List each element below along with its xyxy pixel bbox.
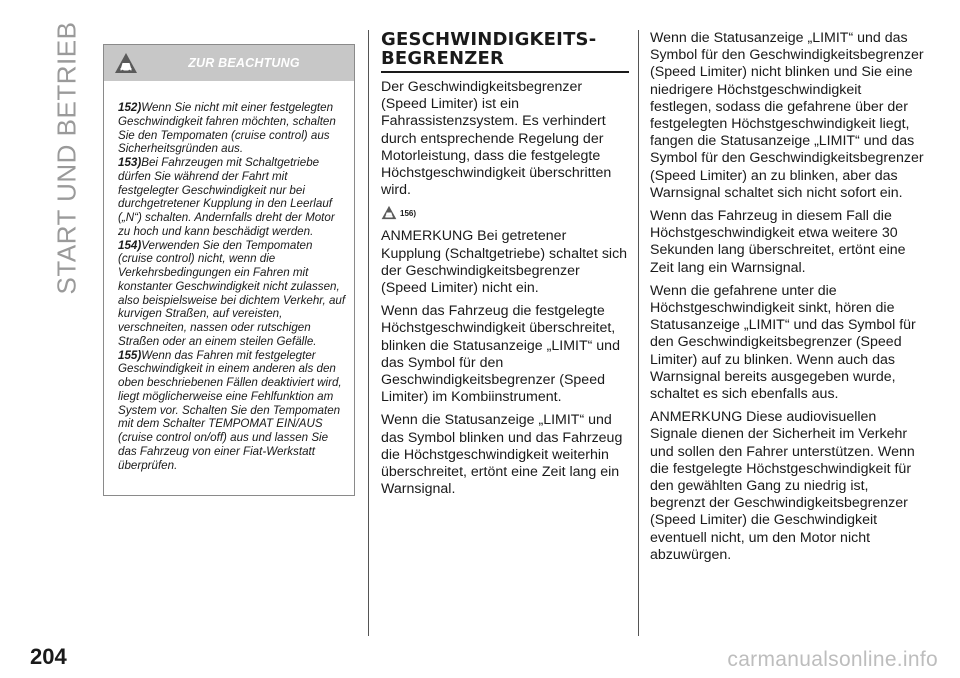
warning-item-text: Wenn Sie nicht mit einer festgelegten Geschwindigkeit fahren möchten, schalten Sie den Tempomaten (cruise control) aus Sicherheitsgründen aus. xyxy=(118,101,336,156)
right-column xyxy=(650,30,926,570)
column-divider-right xyxy=(638,30,639,636)
intro-paragraph: Der Geschwindigkeitsbegrenzer (Speed Limiter) ist ein Fahrassistenzsystem. Es verhindert durch entsprechende Regelung der Motorleistung, dass die festgelegte Höchstgeschwindigkeit überschritten wird. xyxy=(381,79,612,199)
column-divider-left xyxy=(368,30,369,636)
paragraph: Wenn das Fahrzeug in diesem Fall die Höchstgeschwindigkeit etwa weitere 30 Sekunden lang überschreitet, ertönt eine Zeit lang ein Warnsignal. xyxy=(650,208,906,276)
heading-line-1: GESCHWINDIGKEITS- xyxy=(381,29,597,50)
warning-title: ZUR BEACHTUNG xyxy=(188,56,300,70)
footnote-reference xyxy=(381,205,629,225)
paragraph: ANMERKUNG Diese audiovisuellen Signale dienen der Sicherheit im Verkehr und sollen den Fahrer unterstützen. Wenn die festgelegte Höchstgeschwindigkeit für den gewählten Gang zu niedrig ist, begrenzt der Geschwindigkeitsbegrenzer (Speed Limiter) die Geschwindigkeit eventuell nicht, um den Motor nicht abzuwürgen. xyxy=(650,409,915,563)
section-side-title xyxy=(51,21,82,295)
warning-item-text: Bei Fahrzeugen mit Schaltgetriebe dürfen Sie während der Fahrt mit festgelegter Geschwindigkeit nur bei durchgetretener Kupplung in den Leerlauf („N“) schalten. Andernfalls dreht der Motor zu hoch und kann beschädigt werden. xyxy=(118,156,335,238)
warning-item-text: Verwenden Sie den Tempomaten (cruise control) nicht, wenn die Verkehrsbedingungen ein Fahren mit konstanter Geschwindigkeit nicht zulassen, also beispielsweise bei dichtem Verkehr, auf kurvigen Straßen, auf vereisten, verschneiten, nassen oder rutschigen Straßen oder an einem steilen Gefälle. xyxy=(118,238,346,348)
heading-rule xyxy=(381,71,629,73)
paragraph: Wenn die Statusanzeige „LIMIT“ und das Symbol für den Geschwindigkeitsbegrenzer (Speed Limiter) nicht blinken und Sie eine niedrigere Höchstgeschwindigkeit festlegen, sodass die gefahrene über der festgelegten Höchstgeschwindigkeit liegt, fangen die Statusanzeige „LIMIT“ und das Symbol für den Geschwindigkeitsbegrenzer (Speed Limiter) an zu blinken, aber das Warnsignal schaltet sich nicht sofort ein. xyxy=(650,30,924,201)
main-column xyxy=(381,30,629,504)
page-number: 204 xyxy=(30,644,67,669)
section-heading xyxy=(381,30,629,68)
warning-car-icon xyxy=(381,205,397,220)
warning-item-155 xyxy=(118,349,348,473)
warning-item-153 xyxy=(118,156,348,239)
warning-header xyxy=(104,45,354,81)
paragraph: Wenn die gefahrene unter die Höchstgeschwindigkeit sinkt, hören die Statusanzeige „LIMIT“ und das Symbol für den Geschwindigkeitsbegrenzer (Speed Limiter) auf zu blinken. Wenn auch das Warnsignal bereits ausgegeben wurde, schaltet es sich ebenfalls aus. xyxy=(650,282,916,403)
warning-box xyxy=(103,44,355,496)
heading-line-2: BEGRENZER xyxy=(381,48,505,69)
warning-item-number: 154) xyxy=(118,238,142,252)
warning-item-number: 152) xyxy=(118,101,142,114)
warning-item-number: 155) xyxy=(118,348,142,362)
warning-item-number: 153) xyxy=(118,156,142,169)
warning-body xyxy=(104,81,354,472)
watermark: carmanualsonline.info xyxy=(727,648,938,671)
paragraph: Wenn das Fahrzeug die festgelegte Höchstgeschwindigkeit überschreitet, blinken die Statusanzeige „LIMIT“ und das Symbol für den Geschwindigkeitsbegrenzer (Speed Limiter) im Kombiinstrument. xyxy=(381,303,620,406)
warning-item-text: Wenn das Fahren mit festgelegter Geschwindigkeit in einem anderen als den oben beschriebenen Fällen deaktiviert wird, liegt möglicherweise eine Fehlfunktion am System vor. Schalten Sie den Tempomaten mit dem Schalter TEMPOMAT EIN/AUS (cruise control on/off) aus und lassen Sie das Fahrzeug von einer Fiat-Werkstatt überprüfen. xyxy=(118,348,342,472)
warning-item-152 xyxy=(118,101,348,156)
warning-item-154 xyxy=(118,239,348,349)
paragraph: Wenn die Statusanzeige „LIMIT“ und das Symbol blinken und das Fahrzeug die Höchstgeschwindigkeit weiterhin überschreitet, ertönt eine Zeit lang ein Warnsignal. xyxy=(381,412,623,498)
section-title-text: START UND BETRIEB xyxy=(51,21,82,295)
paragraph: ANMERKUNG Bei getretener Kupplung (Schaltgetriebe) schaltet sich der Geschwindigkeitsbegrenzer (Speed Limiter) nicht ein. xyxy=(381,228,628,297)
footnote-number: 156) xyxy=(400,209,417,219)
